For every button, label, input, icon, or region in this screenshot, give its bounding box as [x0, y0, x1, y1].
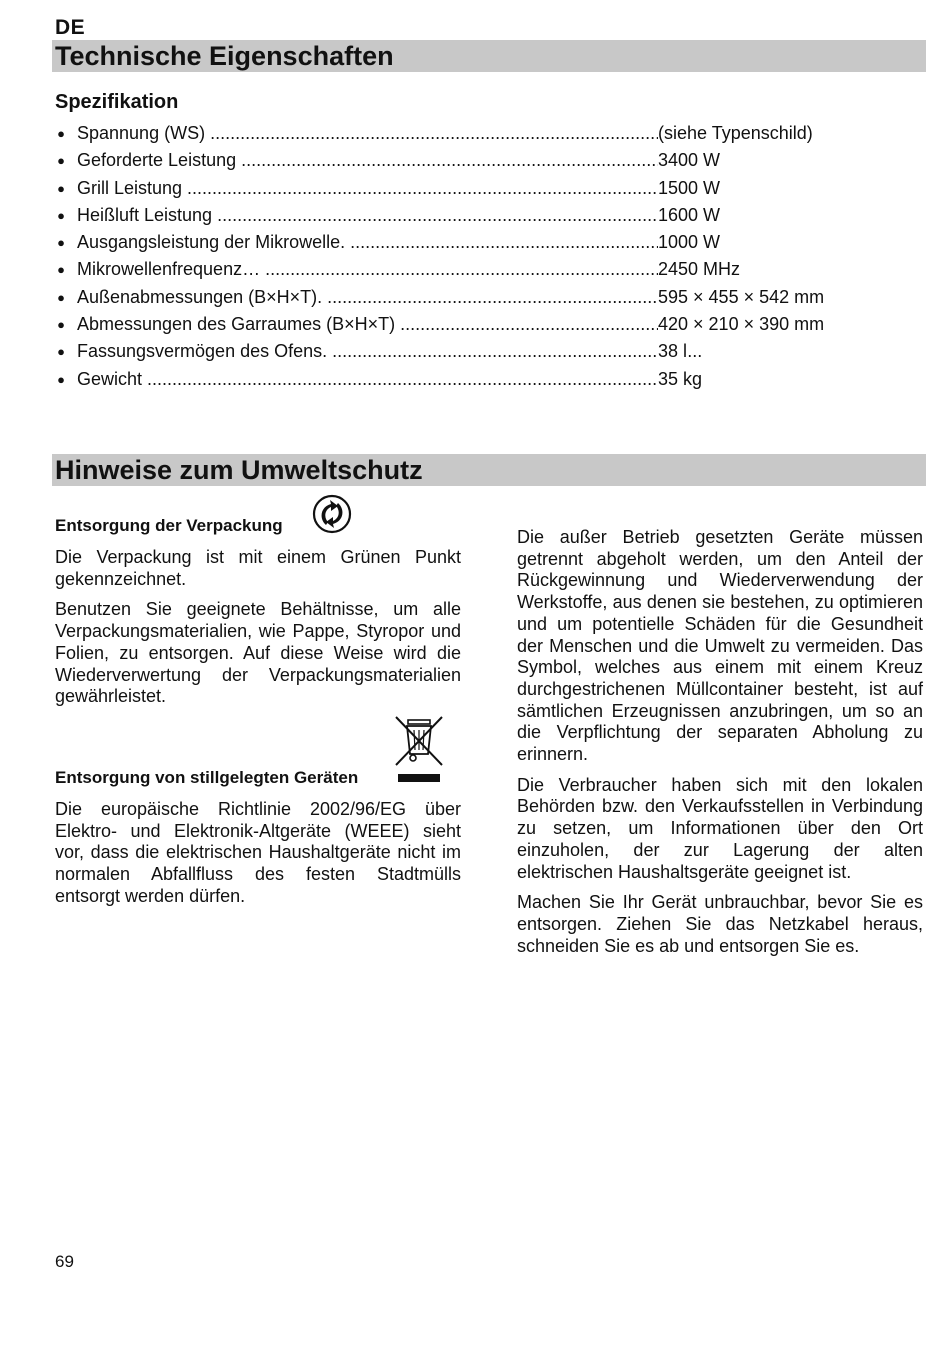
paragraph: Die außer Betrieb gesetzten Geräte müssen getrennt abgeholt werden, um den Anteil der Rückgewinnung und Wiederverwendung der Werkstoffe, aus denen sie bestehen, zu optimieren und um potentielle Schäden für die Gesundheit der Menschen und die Umwelt zu vermeiden. Das Symbol, welches aus einem mit einem Kreuz durchgestrichenen Müllcontainer besteht, ist auf sämtlichen Erzeugnissen anzubringen, um so an die Verpflichtung der separaten Abholung zu erinnern.	[517, 527, 923, 765]
packaging-heading: Entsorgung der Verpackung	[55, 516, 283, 535]
spec-item	[55, 366, 855, 393]
spec-value: 35 kg	[658, 366, 702, 393]
bullet-icon: ●	[57, 153, 65, 169]
title-bar-technical	[52, 40, 926, 72]
spec-value: 3400 W	[658, 147, 720, 174]
spec-value: 1600 W	[658, 202, 720, 229]
devices-text	[55, 799, 461, 917]
specs-heading: Spezifikation	[55, 91, 179, 113]
spec-label: Geforderte Leistung .....	[77, 147, 703, 174]
spec-value: (siehe Typenschild)	[658, 120, 813, 147]
spec-label: Gewicht .....	[77, 366, 703, 393]
spec-label: Außenabmessungen (B×H×T). .....	[77, 284, 703, 311]
spec-label: Fassungsvermögen des Ofens. .....	[77, 338, 703, 365]
spec-value: 2450 MHz	[658, 256, 740, 283]
spec-value: 1500 W	[658, 175, 720, 202]
bullet-icon: ●	[57, 207, 65, 223]
bullet-icon: ●	[57, 344, 65, 360]
page-number: 69	[55, 1252, 74, 1271]
spec-value: 420 × 210 × 390 mm	[658, 311, 824, 338]
spec-label: Mikrowellenfrequenz… .....	[77, 256, 703, 283]
crossed-out-wheelie-bin-icon	[393, 714, 445, 768]
spec-label: Abmessungen des Garraumes (B×H×T) .....	[77, 311, 703, 338]
spec-item	[55, 311, 855, 338]
page-title: Technische Eigenschaften	[55, 41, 394, 71]
language-code: DE	[55, 16, 86, 39]
spec-item	[55, 256, 855, 283]
bullet-icon: ●	[57, 235, 65, 251]
spec-label: Heißluft Leistung .....	[77, 202, 703, 229]
spec-label: Ausgangsleistung der Mikrowelle. .....	[77, 229, 703, 256]
bullet-icon: ●	[57, 262, 65, 278]
spec-item	[55, 120, 855, 147]
spec-item	[55, 284, 855, 311]
spec-item	[55, 202, 855, 229]
spec-label: Spannung (WS) .....	[77, 120, 703, 147]
paragraph: Die Verpackung ist mit einem Grünen Punkt gekennzeichnet.	[55, 547, 461, 589]
paragraph: Benutzen Sie geeignete Behältnisse, um alle Verpackungsmaterialien, wie Pappe, Styropor und Folien, zu entsorgen. Auf diese Weise wird die Wiederverwertung der Verpackungsmaterialien gewährleistet.	[55, 599, 461, 707]
spec-value: 1000 W	[658, 229, 720, 256]
spec-item	[55, 175, 855, 202]
bullet-icon: ●	[57, 317, 65, 333]
spec-value: 38 l	[658, 338, 687, 365]
devices-heading: Entsorgung von stillgelegten Geräten	[55, 768, 359, 787]
bullet-icon: ●	[57, 371, 65, 387]
paragraph: Die Verbraucher haben sich mit den lokalen Behörden bzw. den Verkaufsstellen in Verbindung zu setzen, um Informationen über den Ort einzuholen, der zur Lagerung der alten elektrischen Haushaltsgeräte geeignet ist.	[517, 774, 923, 882]
title-bar-environment	[52, 454, 926, 486]
right-column-text	[517, 527, 923, 966]
packaging-text	[55, 547, 461, 717]
section-title: Hinweise zum Umweltschutz	[55, 455, 423, 485]
paragraph: Die europäische Richtlinie 2002/96/EG über Elektro- und Elektronik-Altgeräte (WEEE) sieht vor, dass die elektrischen Haushaltgeräte nicht im normalen Abfallfluss des festen Stadtmülls entsorgt werden dürfen.	[55, 799, 461, 906]
bullet-icon: ●	[57, 289, 65, 305]
spec-label: Grill Leistung .....	[77, 175, 703, 202]
paragraph: Machen Sie Ihr Gerät unbrauchbar, bevor Sie es entsorgen. Ziehen Sie das Netzkabel heraus, schneiden Sie es ab und entsorgen Sie es.	[517, 892, 923, 956]
green-dot-recycling-icon	[312, 494, 352, 534]
spec-item	[55, 338, 855, 365]
spec-value: 595 × 455 × 542 mm	[658, 284, 824, 311]
spec-list	[55, 120, 855, 393]
bullet-icon: ●	[57, 126, 65, 141]
spec-item	[55, 229, 855, 256]
weee-bar-icon	[398, 774, 440, 782]
spec-item	[55, 147, 855, 174]
bullet-icon: ●	[57, 180, 65, 196]
